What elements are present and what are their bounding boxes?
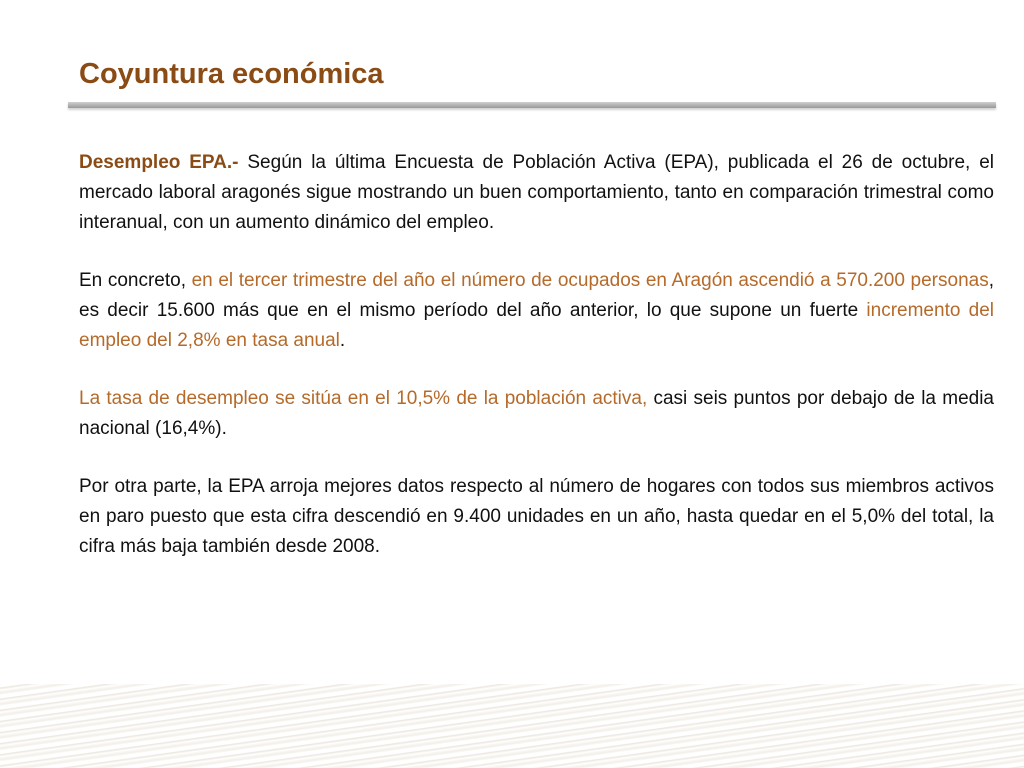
slide-body — [79, 148, 994, 590]
paragraph-text: , es decir 15.600 más que en el mismo período del año anterior, lo que supone un fuerte — [79, 270, 994, 321]
paragraph-text: En concreto, — [79, 270, 192, 291]
paragraph-text: Según la última Encuesta de Población Activa (EPA), publicada el 26 de octubre, el mercado laboral aragonés sigue mostrando un buen comportamiento, tanto en comparación trimestral como interanual, con un aumento dinámico del empleo. — [79, 152, 994, 233]
paragraph-lead: Desempleo EPA.- — [79, 152, 239, 173]
paragraph-text: . — [339, 330, 346, 351]
title-divider — [68, 102, 996, 108]
paragraph-text: casi seis puntos por debajo de la media nacional (16,4%). — [79, 388, 994, 439]
footer-decoration — [0, 684, 1024, 768]
paragraph-ocupados — [79, 266, 994, 356]
highlight-ocupados: en el tercer trimestre del año el número de ocupados en Aragón ascendió a 570.200 personas — [191, 270, 989, 291]
highlight-tasa-desempleo: La tasa de desempleo se sitúa en el 10,5% de la población activa, — [79, 388, 648, 409]
paragraph-tasa-desempleo — [79, 384, 994, 444]
paragraph-hogares — [79, 472, 994, 562]
highlight-incremento-empleo: incremento del empleo del 2,8% en tasa anual — [79, 300, 994, 351]
paragraph-text: Por otra parte, la EPA arroja mejores datos respecto al número de hogares con todos sus miembros activos en paro puesto que esta cifra descendió en 9.400 unidades en un año, hasta quedar en el 5,0% del total, la cifra más baja también desde 2008. — [79, 476, 994, 557]
slide-title: Coyuntura económica — [79, 58, 384, 90]
paragraph-desempleo-epa — [79, 148, 994, 238]
